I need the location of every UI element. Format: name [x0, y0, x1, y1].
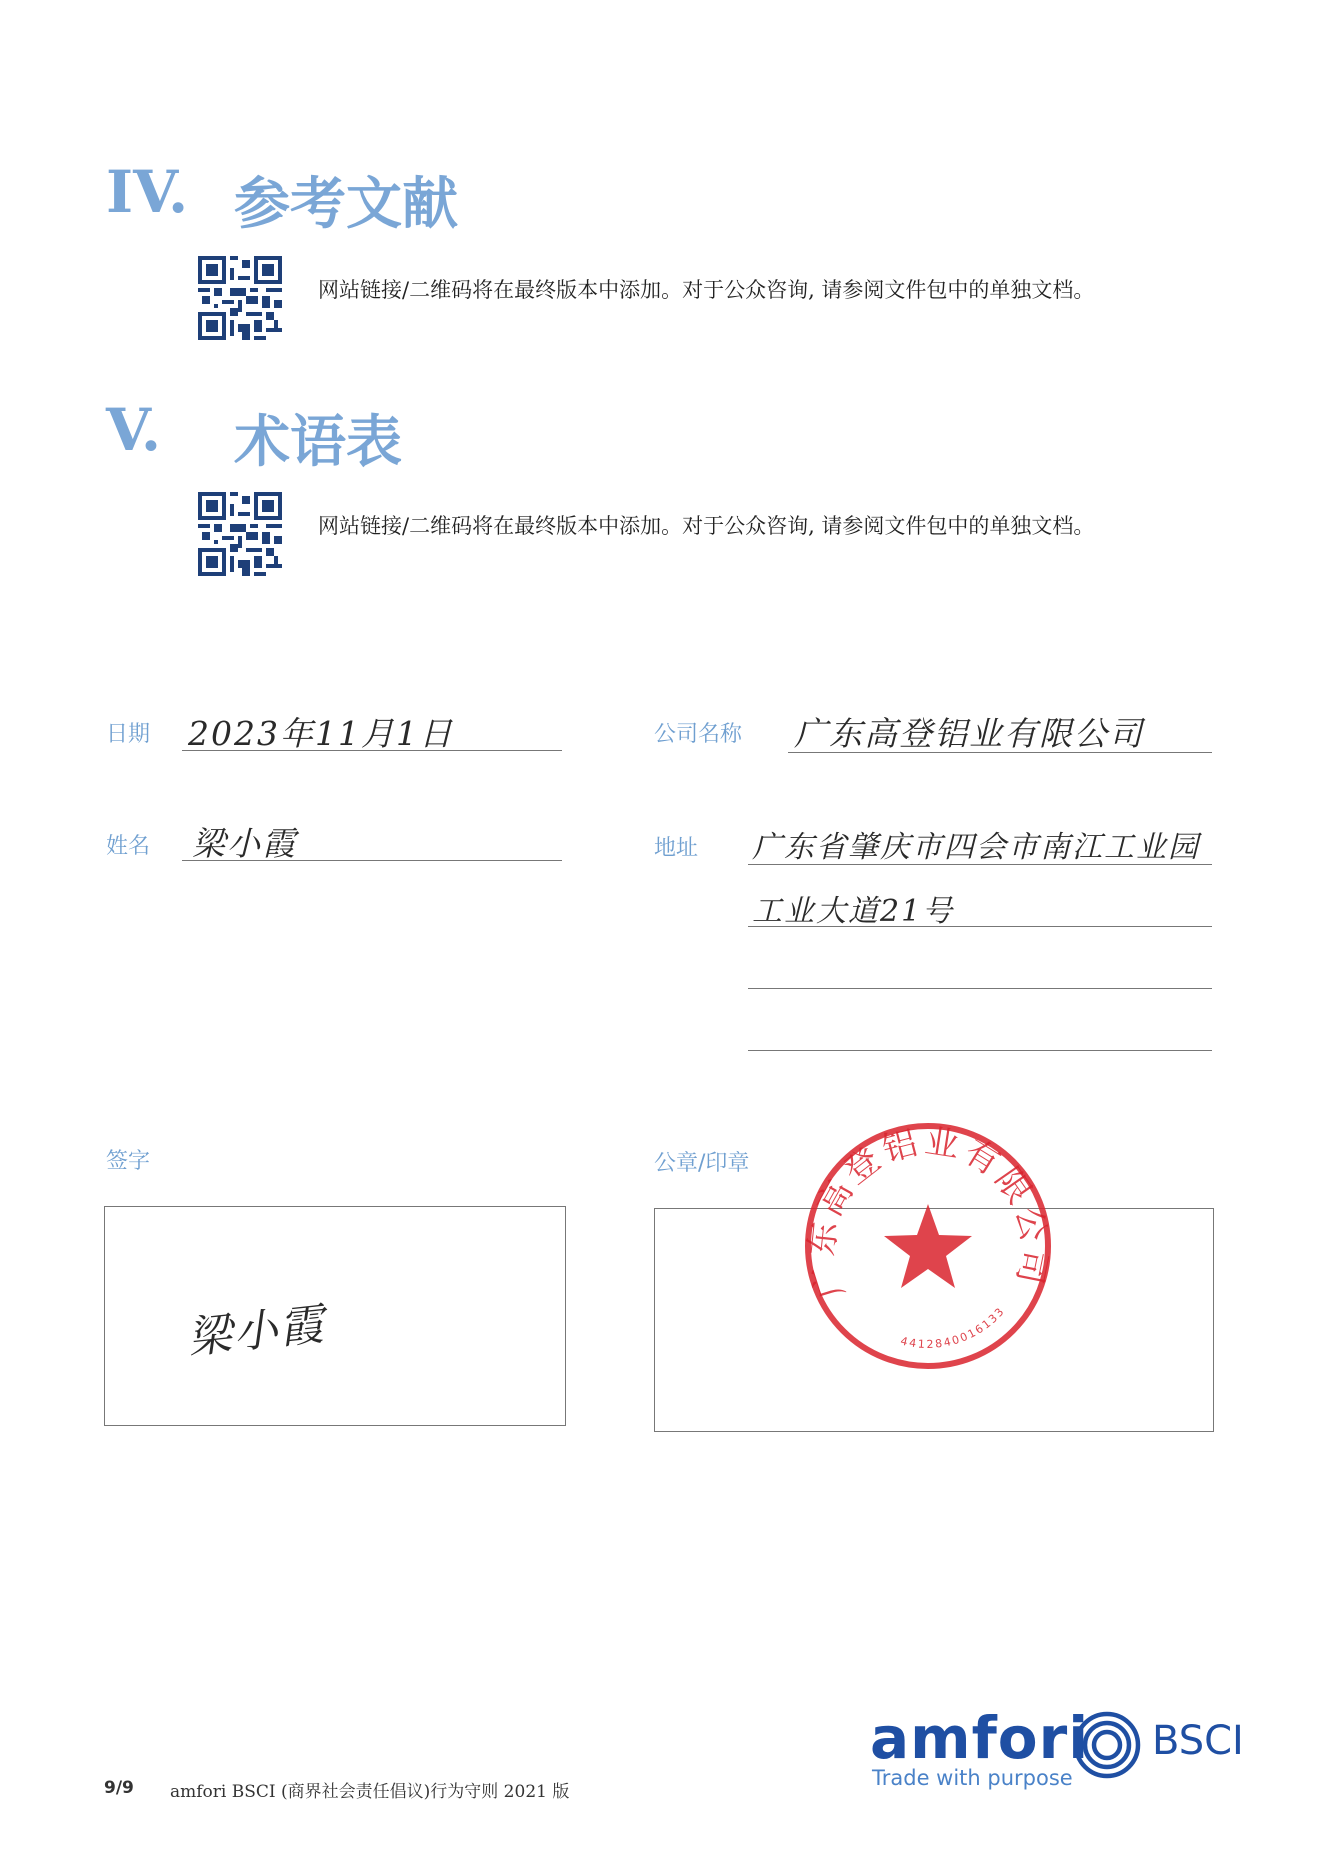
name-label: 姓名: [106, 834, 151, 859]
section-5-note: 网站链接/二维码将在最终版本中添加。对于公众咨询, 请参阅文件包中的单独文档。: [318, 514, 1095, 538]
address-line-2: 工业大道21号: [752, 894, 955, 929]
seal-text: 广东高登铝业有限公司: [801, 1121, 1055, 1304]
address-underline-3: [748, 988, 1212, 989]
section-4-note: 网站链接/二维码将在最终版本中添加。对于公众咨询, 请参阅文件包中的单独文档。: [318, 278, 1095, 302]
section-5-title: 术语表: [234, 409, 402, 475]
section-4-title: 参考文献: [234, 171, 458, 237]
date-label: 日期: [106, 722, 151, 747]
qr-code-icon: [198, 256, 282, 340]
signature-label: 签字: [106, 1149, 151, 1174]
stamp-label: 公章/印章: [654, 1151, 750, 1176]
logo-tagline: Trade with purpose: [872, 1766, 1073, 1790]
signature-box: [104, 1206, 566, 1426]
company-label: 公司名称: [654, 722, 743, 747]
seal-code: 4412840016133: [899, 1304, 1008, 1351]
date-value: 2023年11月1日: [188, 714, 454, 753]
footer-page-number: 9/9: [104, 1778, 134, 1798]
section-4-number: IV.: [106, 158, 189, 226]
company-value: 广东高登铝业有限公司: [794, 714, 1144, 753]
qr-code-icon: [198, 492, 282, 576]
section-5-number: V.: [106, 396, 162, 464]
address-label: 地址: [654, 836, 699, 861]
star-icon: [884, 1204, 972, 1288]
company-seal: [800, 1118, 1056, 1374]
address-underline-4: [748, 1050, 1212, 1051]
date-underline: [182, 750, 562, 751]
address-line-1: 广东省肇庆市四会市南江工业园: [752, 830, 1200, 865]
signature-value: 梁小霞: [185, 1298, 328, 1365]
bsci-logo-text: BSCI: [1152, 1718, 1244, 1764]
company-underline: [788, 752, 1212, 753]
name-value: 梁小霞: [192, 824, 297, 863]
address-underline-1: [748, 864, 1212, 865]
amfori-ring-icon: [1072, 1710, 1142, 1780]
footer-title: amfori BSCI (商界社会责任倡议)行为守则 2021 版: [170, 1782, 570, 1802]
name-underline: [182, 860, 562, 861]
svg-text:4412840016133: [899, 1304, 1008, 1351]
amfori-logo-word: amfori: [870, 1704, 1090, 1772]
address-underline-2: [748, 926, 1212, 927]
